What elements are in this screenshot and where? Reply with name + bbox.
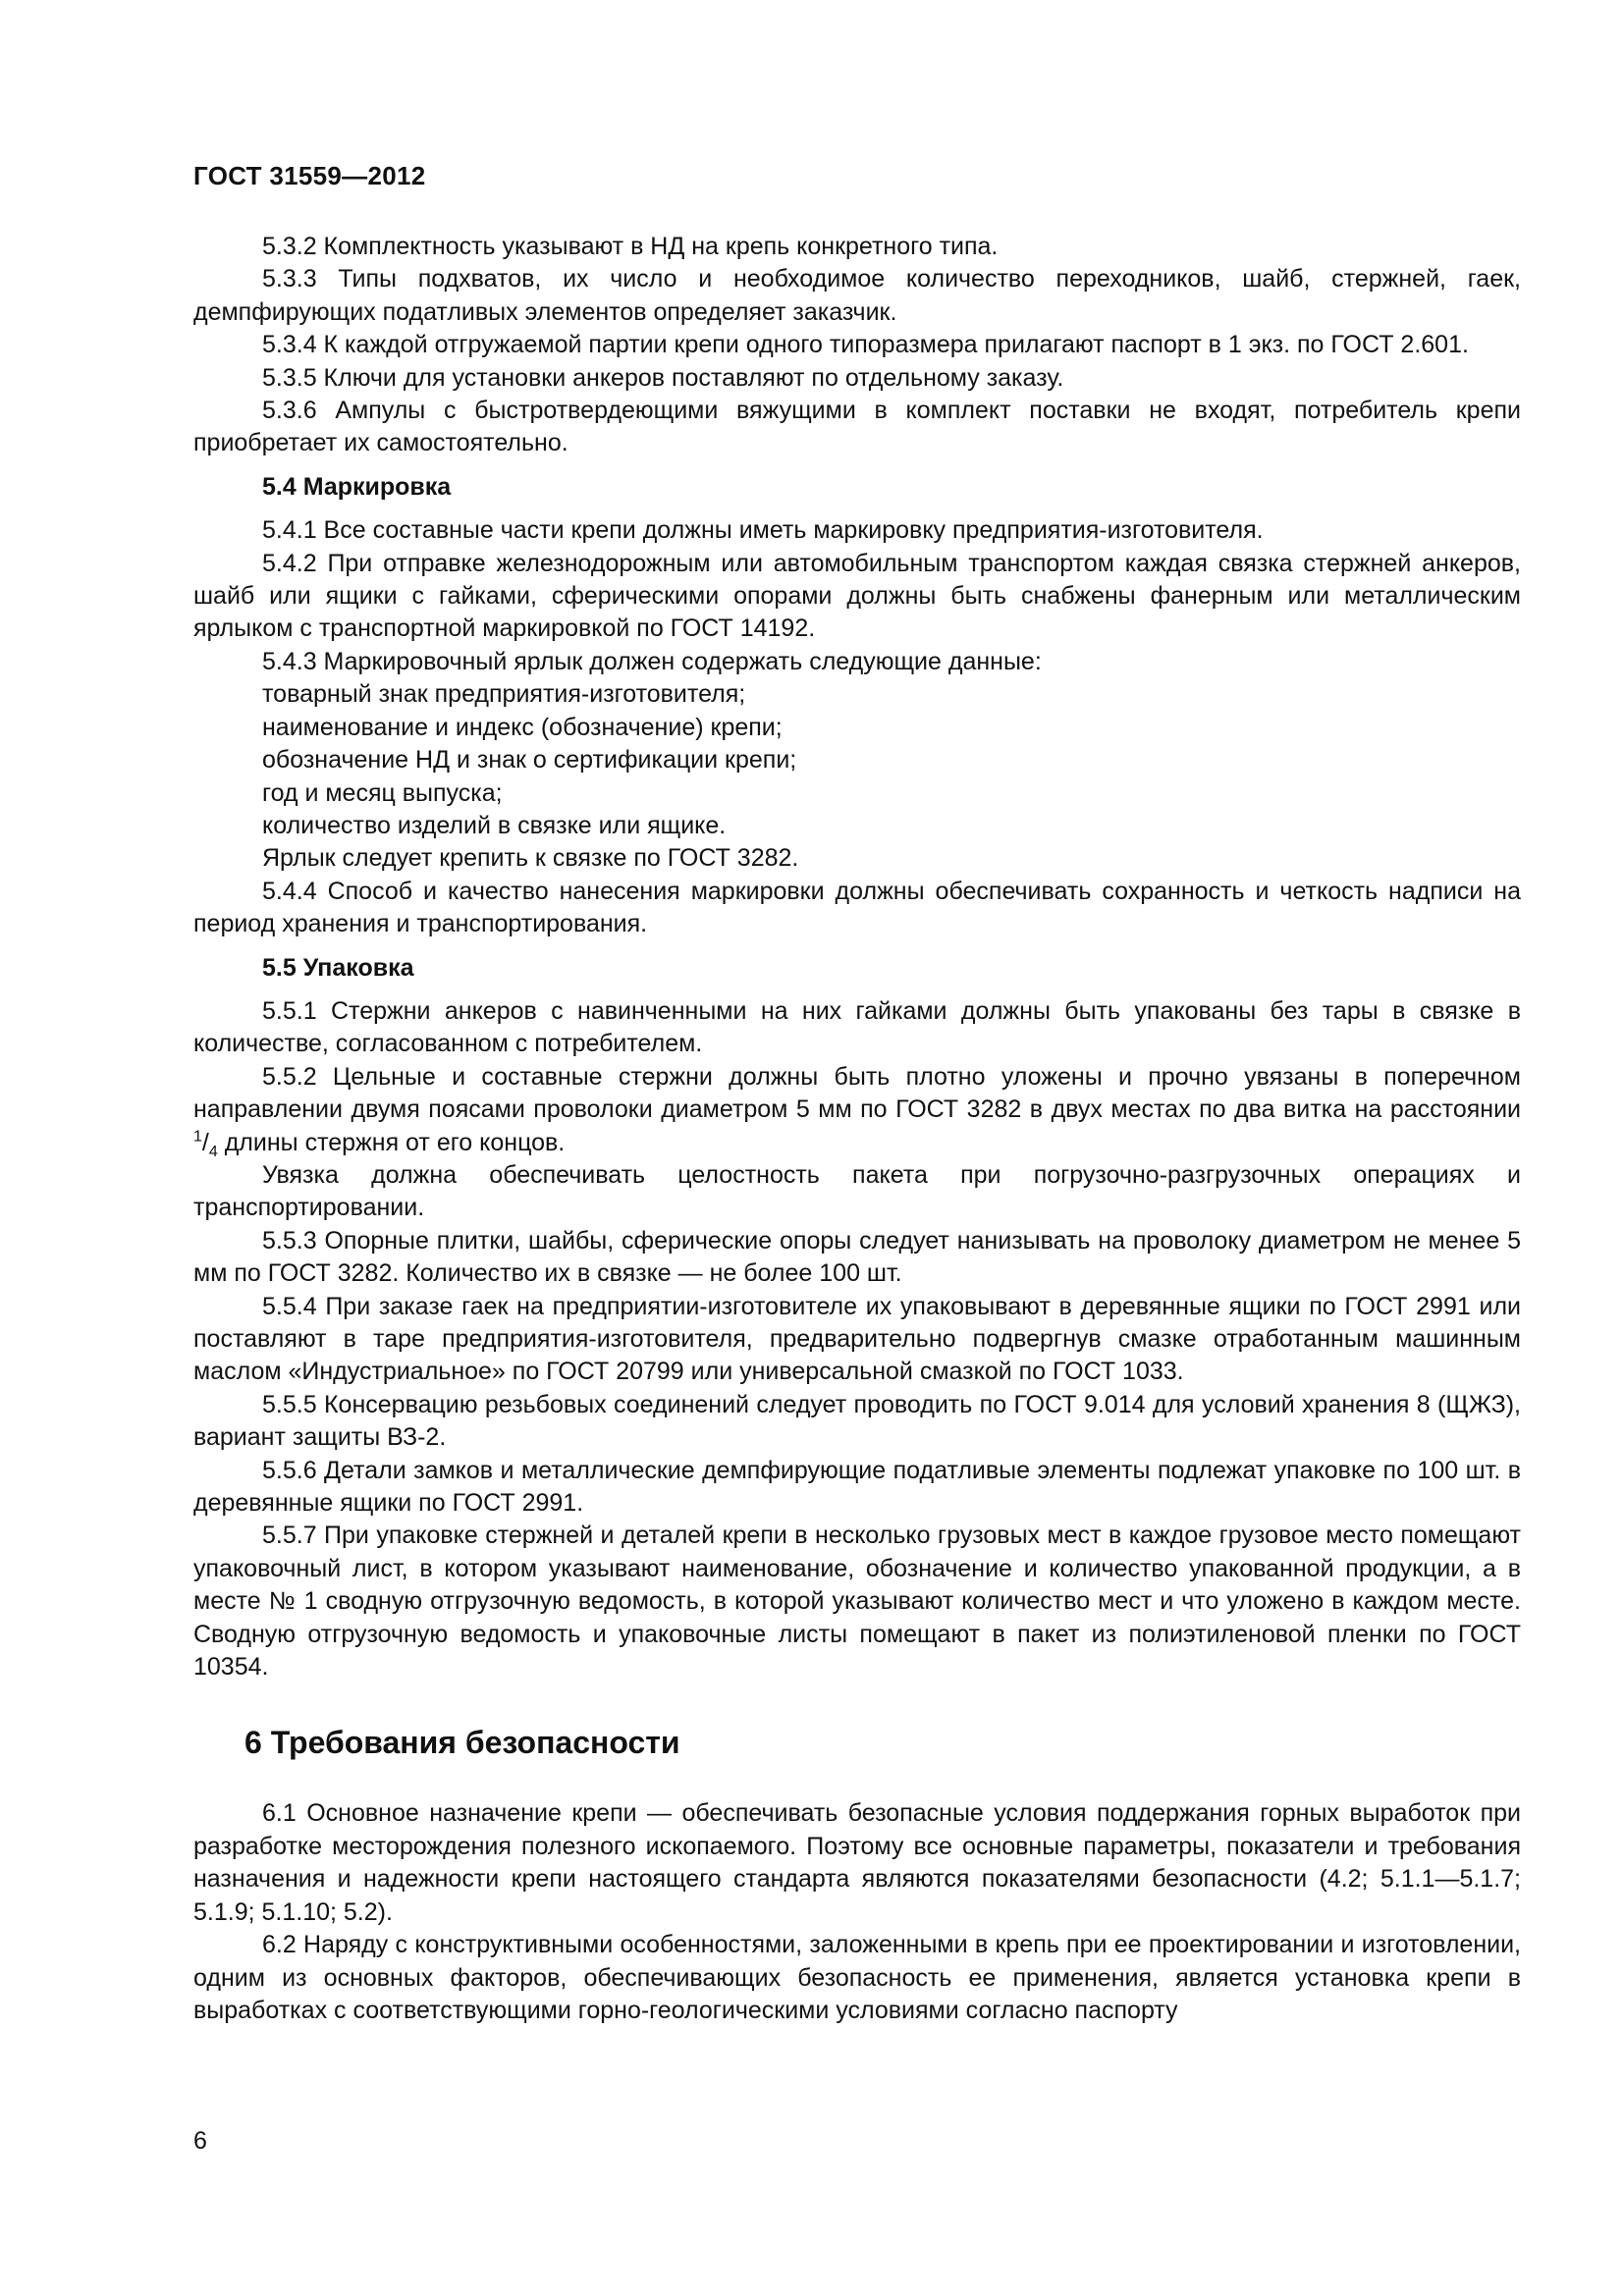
section-heading-6: 6 Требования безопасности	[244, 1725, 680, 1761]
paragraph-5-4-2: 5.4.2 При отправке железнодорожным или автомобильным транспортом каждая связка стержней анкеров, шайб или ящики с гайками, сферическими опорами должны быть снабжены фанерным или металлическим ярлыком с транспортной маркировкой по ГОСТ 14192.	[193, 549, 1521, 643]
paragraph-5-5-1: 5.5.1 Стержни анкеров с навинченными на них гайками должны быть упакованы без тары в связке в количестве, согласованном с потребителем.	[193, 996, 1521, 1058]
paragraph-5-4-1: 5.4.1 Все составные части крепи должны иметь маркировку предприятия-изготовителя.	[262, 516, 1264, 545]
paragraph-5-5-2-continued: Увязка должна обеспечивать целостность пакета при погрузочно-разгрузочных операциях и транспортировании.	[193, 1160, 1521, 1222]
paragraph-5-4-4: 5.4.4 Способ и качество нанесения маркировки должны обеспечивать сохранность и четкость надписи на период хранения и транспортирования.	[193, 877, 1521, 938]
list-item: Ярлык следует крепить к связке по ГОСТ 3282.	[262, 844, 799, 873]
paragraph-6-1: 6.1 Основное назначение крепи — обеспечивать безопасные условия поддержания горных выработок при разработке месторождения полезного ископаемого. Поэтому все основные параметры, показатели и требования назначения и надежности крепи настоящего стандарта являются показателями безопасности (4.2; 5.1.1—5.1.7; 5.1.9; 5.1.10; 5.2).	[193, 1799, 1521, 1926]
list-item: обозначение НД и знак о сертификации крепи;	[262, 746, 797, 774]
page-number: 6	[193, 2127, 207, 2155]
fraction-numerator: 1	[193, 1128, 202, 1146]
section-heading-5-5: 5.5 Упаковка	[262, 953, 414, 982]
paragraph-5-5-5: 5.5.5 Консервацию резьбовых соединений следует проводить по ГОСТ 9.014 для условий хранения 8 (ЩЖЗ), вариант защиты ВЗ-2.	[193, 1390, 1521, 1452]
paragraph-5-4-3: 5.4.3 Маркировочный ярлык должен содержать следующие данные:	[262, 647, 1042, 675]
paragraph-5-5-2-tail: длины стержня от его концов.	[217, 1128, 566, 1156]
paragraph-5-3-2: 5.3.2 Комплектность указывают в НД на крепь конкретного типа.	[262, 233, 999, 260]
paragraph-5-5-4: 5.5.4 При заказе гаек на предприятии-изготовителе их упаковывают в деревянные ящики по ГОСТ 2991 или поставляют в таре предприятия-изготовителя, предварительно подвергнув смазке отработанным машинным маслом «Индустриальное» по ГОСТ 20799 или универсальной смазкой по ГОСТ 1033.	[193, 1292, 1521, 1386]
paragraph-5-5-6: 5.5.6 Детали замков и металлические демпфирующие податливые элементы подлежат упаковке по 100 шт. в деревянные ящики по ГОСТ 2991.	[193, 1456, 1521, 1518]
paragraph-6-2: 6.2 Наряду с конструктивными особенностями, заложенными в крепь при ее проектировании и изготовлении, одним из основных факторов, обеспечивающих безопасность ее применения, является установка крепи в выработках с соответствующими горно-геологическими условиями согласно паспорту	[193, 1931, 1521, 2024]
list-item: год и месяц выпуска;	[262, 778, 503, 807]
list-item: наименование и индекс (обозначение) крепи;	[262, 713, 783, 741]
paragraph-5-3-5: 5.3.5 Ключи для установки анкеров поставляют по отдельному заказу.	[262, 363, 1064, 392]
paragraph-5-3-6: 5.3.6 Ампулы с быстротвердеющими вяжущими в комплект поставки не входят, потребитель крепи приобретает их самостоятельно.	[193, 397, 1521, 457]
section-heading-5-4: 5.4 Маркировка	[262, 472, 452, 501]
paragraph-5-5-3: 5.5.3 Опорные плитки, шайбы, сферические опоры следует нанизывать на проволоку диаметром не менее 5 мм по ГОСТ 3282. Количество их в связке — не более 100 шт.	[193, 1226, 1521, 1288]
paragraph-5-5-2	[193, 1061, 1521, 1159]
paragraph-5-3-3: 5.3.3 Типы подхватов, их число и необходимое количество переходников, шайб, стержней, гаек, демпфирующих податливых элементов определяет заказчик.	[193, 265, 1521, 326]
paragraph-5-5-2-text: 5.5.2 Цельные и составные стержни должны быть плотно уложены и прочно увязаны в поперечном направлении двумя поясами проволоки диаметром 5 мм по ГОСТ 3282 в двух местах по два витка на расстоянии	[193, 1062, 1521, 1124]
standard-code-header: ГОСТ 31559—2012	[193, 161, 426, 190]
paragraph-5-3-4: 5.3.4 К каждой отгружаемой партии крепи одного типоразмера прилагают паспорт в 1 экз. по ГОСТ 2.601.	[262, 331, 1469, 359]
document-body	[193, 231, 1521, 2027]
paragraph-5-5-7: 5.5.7 При упаковке стержней и деталей крепи в несколько грузовых мест в каждое грузовое место помещают упаковочный лист, в котором указывают наименование, обозначение и количество упакованной продукции, а в месте № 1 сводную отгрузочную ведомость, в которой указывают количество мест и что уложено в каждом месте. Сводную отгрузочную ведомость и упаковочные листы помещают в пакет из полиэтиленовой пленки по ГОСТ 10354.	[193, 1522, 1521, 1682]
fraction-one-quarter: $^1/_4$	[193, 1128, 218, 1160]
fraction-denominator: 4	[208, 1143, 218, 1160]
list-item: товарный знак предприятия-изготовителя;	[262, 680, 746, 709]
list-item: количество изделий в связке или ящике.	[262, 811, 727, 839]
